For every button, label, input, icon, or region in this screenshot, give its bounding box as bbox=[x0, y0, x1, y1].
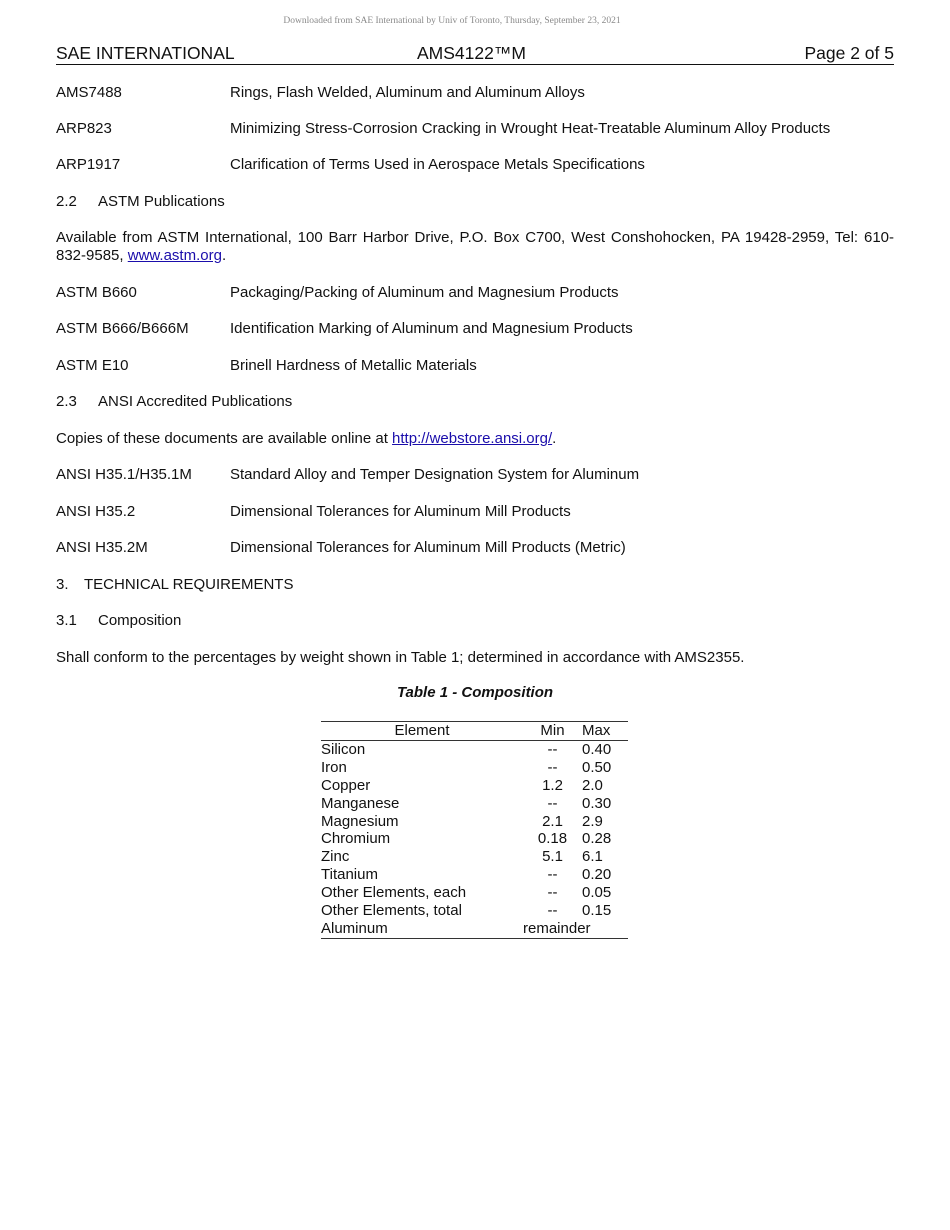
table-caption: Table 1 - Composition bbox=[396, 684, 554, 701]
paragraph-text: . bbox=[221, 247, 227, 264]
table-row bbox=[321, 777, 628, 795]
min-cell: -- bbox=[547, 794, 558, 812]
min-cell: -- bbox=[547, 740, 558, 758]
astm-availability-paragraph bbox=[56, 229, 894, 265]
element-cell: Silicon bbox=[321, 740, 366, 758]
section-title: TECHNICAL REQUIREMENTS bbox=[84, 576, 294, 593]
reference-title: Packaging/Packing of Aluminum and Magnesium Products bbox=[230, 284, 619, 301]
paragraph-text: . bbox=[552, 430, 557, 447]
max-cell: 0.30 bbox=[582, 794, 612, 812]
max-cell: 0.40 bbox=[582, 740, 612, 758]
element-cell: Other Elements, each bbox=[321, 884, 467, 902]
element-cell: Copper bbox=[321, 776, 371, 794]
section-title: ANSI Accredited Publications bbox=[98, 393, 293, 410]
table-row bbox=[321, 830, 628, 848]
max-cell: 0.20 bbox=[582, 866, 612, 884]
paragraph-text: Copies of these documents are available online at bbox=[56, 430, 393, 447]
element-cell: Titanium bbox=[321, 866, 378, 884]
reference-title: Minimizing Stress-Corrosion Cracking in Wrought Heat-Treatable Aluminum Alloy Products bbox=[230, 120, 831, 137]
astm-website-link[interactable]: www.astm.org bbox=[127, 247, 222, 264]
table-row-aluminum bbox=[321, 920, 628, 938]
reference-code: AMS7488 bbox=[56, 84, 122, 101]
table-row bbox=[321, 813, 628, 831]
max-cell: 0.15 bbox=[582, 902, 612, 920]
max-cell: 2.0 bbox=[582, 776, 603, 794]
element-cell: Aluminum bbox=[321, 920, 523, 938]
ansi-webstore-link[interactable]: http://webstore.ansi.org/ bbox=[392, 430, 553, 447]
element-cell: Chromium bbox=[321, 830, 391, 848]
element-cell: Magnesium bbox=[321, 812, 399, 830]
paragraph-text: Available from ASTM International, 100 Barr Harbor Drive, P.O. Box C700, West Conshohocken, PA 19428-2959, Tel: 610-832-9585, bbox=[56, 229, 894, 264]
element-cell: Other Elements, total bbox=[321, 902, 462, 920]
reference-code: ANSI H35.2 bbox=[56, 503, 136, 520]
reference-title: Brinell Hardness of Metallic Materials bbox=[230, 357, 477, 374]
min-cell: 5.1 bbox=[542, 848, 563, 866]
ansi-availability-paragraph bbox=[56, 430, 894, 448]
reference-title: Rings, Flash Welded, Aluminum and Aluminum Alloys bbox=[230, 84, 585, 101]
download-watermark: Downloaded from SAE International by Univ of Toronto, Thursday, September 23, 2021 bbox=[283, 16, 621, 26]
table-row bbox=[321, 884, 628, 902]
max-cell: 0.28 bbox=[582, 830, 612, 848]
reference-code: ARP823 bbox=[56, 120, 112, 137]
section-number: 2.3 bbox=[56, 393, 77, 410]
table-row bbox=[321, 740, 628, 758]
min-cell: -- bbox=[547, 902, 558, 920]
max-cell: 6.1 bbox=[582, 848, 603, 866]
min-cell: -- bbox=[547, 758, 558, 776]
reference-code: ASTM B666/B666M bbox=[56, 320, 189, 337]
min-cell: 1.2 bbox=[542, 776, 563, 794]
reference-code: ASTM E10 bbox=[56, 357, 129, 374]
element-cell: Zinc bbox=[321, 848, 350, 866]
reference-code: ANSI H35.2M bbox=[56, 539, 148, 556]
min-cell: -- bbox=[547, 866, 558, 884]
table-row bbox=[321, 848, 628, 866]
min-cell: -- bbox=[547, 884, 558, 902]
max-cell: 0.05 bbox=[582, 884, 612, 902]
reference-code: ARP1917 bbox=[56, 156, 121, 173]
reference-title: Identification Marking of Aluminum and Magnesium Products bbox=[230, 320, 633, 337]
column-header-max: Max bbox=[582, 722, 628, 741]
header-page-number: Page 2 of 5 bbox=[804, 43, 894, 63]
composition-paragraph: Shall conform to the percentages by weight shown in Table 1; determined in accordance with AMS2355. bbox=[56, 649, 745, 666]
column-header-element: Element bbox=[321, 722, 523, 741]
max-cell: 0.50 bbox=[582, 758, 612, 776]
table-row bbox=[321, 866, 628, 884]
reference-code: ANSI H35.1/H35.1M bbox=[56, 466, 192, 483]
reference-title: Dimensional Tolerances for Aluminum Mill Products (Metric) bbox=[230, 539, 626, 556]
section-number: 3. bbox=[56, 576, 69, 593]
table-row bbox=[321, 759, 628, 777]
section-number: 2.2 bbox=[56, 193, 77, 210]
header-org: SAE INTERNATIONAL bbox=[56, 43, 235, 63]
reference-title: Clarification of Terms Used in Aerospace Metals Specifications bbox=[230, 156, 645, 173]
section-title: ASTM Publications bbox=[98, 193, 225, 210]
max-cell: 2.9 bbox=[582, 812, 603, 830]
element-cell: Iron bbox=[321, 758, 347, 776]
table-row bbox=[321, 795, 628, 813]
table-row bbox=[321, 902, 628, 920]
section-number: 3.1 bbox=[56, 612, 77, 629]
min-cell: 2.1 bbox=[542, 812, 563, 830]
composition-table bbox=[321, 721, 628, 939]
element-cell: Manganese bbox=[321, 794, 400, 812]
reference-code: ASTM B660 bbox=[56, 284, 137, 301]
reference-title: Standard Alloy and Temper Designation System for Aluminum bbox=[230, 466, 640, 483]
remainder-cell: remainder bbox=[523, 920, 628, 938]
reference-title: Dimensional Tolerances for Aluminum Mill Products bbox=[230, 503, 571, 520]
column-header-min: Min bbox=[523, 722, 582, 741]
table-header-row bbox=[321, 722, 628, 741]
header-doc-id: AMS4122™M bbox=[417, 43, 526, 63]
page-header bbox=[56, 43, 894, 65]
section-title: Composition bbox=[98, 612, 182, 629]
min-cell: 0.18 bbox=[537, 830, 568, 848]
